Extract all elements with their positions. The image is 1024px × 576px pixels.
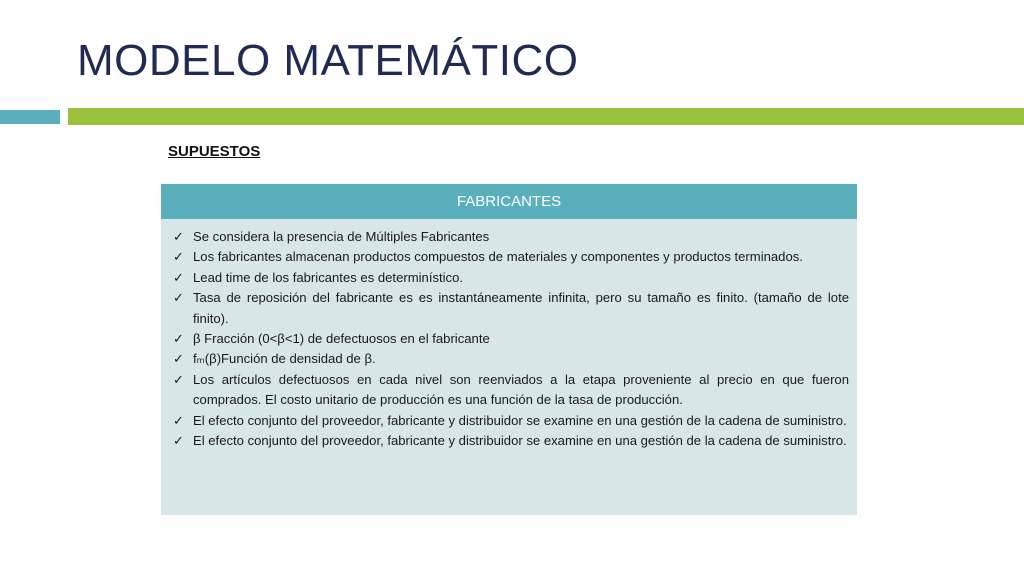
list-item-text: Lead time de los fabricantes es determinístico. (193, 269, 464, 285)
list-item-text: Tasa de reposición del fabricante es es instantáneamente infinita, pero su tamaño es finito. (tamaño de lote finito). (193, 290, 849, 326)
list-item-text: Los fabricantes almacenan productos compuestos de materiales y componentes y productos terminados. (193, 249, 803, 265)
section-subtitle: SUPUESTOS (168, 143, 261, 160)
panel-header: FABRICANTES (161, 184, 857, 219)
list-item-text: fₘ(β)Función de densidad de β. (193, 351, 376, 367)
checkmark-icon: ✓ (173, 351, 184, 367)
accent-bar-teal (0, 110, 60, 124)
list-item (173, 411, 849, 431)
checkmark-icon: ✓ (173, 229, 184, 244)
list-item (173, 288, 849, 329)
list-item-text: El efecto conjunto del proveedor, fabricante y distribuidor se examine en una gestión de la cadena de suministro. (193, 433, 847, 449)
list-item (173, 247, 849, 267)
list-item (173, 227, 849, 247)
list-item (173, 431, 849, 451)
list-item (173, 329, 849, 349)
slide-title: MODELO MATEMÁTICO (77, 36, 579, 85)
checkmark-icon: ✓ (173, 412, 184, 428)
checkmark-icon: ✓ (173, 290, 184, 306)
list-item (173, 268, 849, 288)
checkmark-icon: ✓ (173, 249, 184, 265)
list-item (173, 370, 849, 411)
list-item-text: Los artículos defectuosos en cada nivel son reenviados a la etapa proveniente al precio en que fueron comprados. El costo unitario de producción es una función de la tasa de producción. (193, 371, 849, 408)
checkmark-icon: ✓ (173, 371, 184, 387)
checkmark-icon: ✓ (173, 269, 184, 285)
checkmark-icon: ✓ (173, 433, 184, 449)
list-item-text: Se considera la presencia de Múltiples Fabricantes (193, 229, 490, 244)
assumptions-list (161, 219, 857, 451)
fabricantes-panel (161, 184, 857, 515)
checkmark-icon: ✓ (173, 331, 184, 347)
list-item (173, 349, 849, 369)
accent-bar-green (68, 108, 1024, 125)
list-item-text: β Fracción (0<β<1) de defectuosos en el fabricante (193, 331, 490, 347)
list-item-text: El efecto conjunto del proveedor, fabricante y distribuidor se examine en una gestión de la cadena de suministro. (193, 412, 847, 428)
